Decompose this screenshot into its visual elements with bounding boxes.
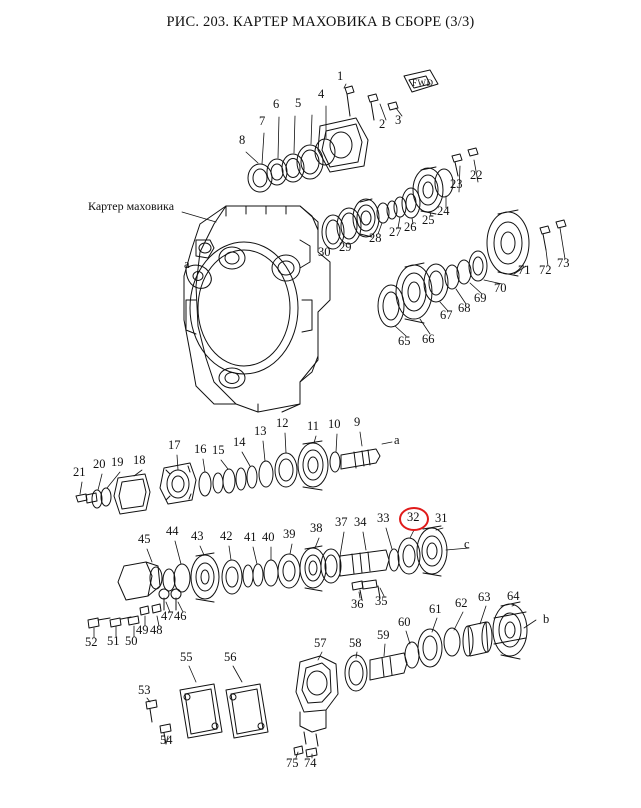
callout-59: 59 bbox=[377, 628, 390, 642]
callout-43: 43 bbox=[191, 529, 204, 543]
callout-19: 19 bbox=[111, 455, 124, 469]
callout-12: 12 bbox=[276, 416, 289, 430]
callout-73: 73 bbox=[557, 256, 570, 270]
callout-34: 34 bbox=[354, 515, 367, 529]
housing-caption: Картер маховика bbox=[88, 199, 175, 213]
callout-46: 46 bbox=[174, 609, 187, 623]
callout-63: 63 bbox=[478, 590, 491, 604]
page-title: РИС. 203. КАРТЕР МАХОВИКА В СБОРЕ (3/3) bbox=[166, 14, 475, 30]
callout-24: 24 bbox=[437, 204, 450, 218]
callout-44: 44 bbox=[166, 524, 179, 538]
callout-45: 45 bbox=[138, 532, 151, 546]
callout-67: 67 bbox=[440, 308, 453, 322]
section-mark-a-right: a bbox=[394, 433, 400, 447]
callout-47: 47 bbox=[161, 609, 174, 623]
callout-57: 57 bbox=[314, 636, 327, 650]
pump-shaft-assembly bbox=[294, 602, 527, 757]
callout-18: 18 bbox=[133, 453, 146, 467]
callout-61: 61 bbox=[429, 602, 442, 616]
callout-6: 6 bbox=[273, 97, 280, 111]
section-mark-b: b bbox=[543, 612, 550, 626]
callout-71: 71 bbox=[518, 263, 531, 277]
callout-4: 4 bbox=[318, 87, 325, 101]
callout-62: 62 bbox=[455, 596, 468, 610]
callout-51: 51 bbox=[107, 634, 120, 648]
callout-35: 35 bbox=[375, 594, 388, 608]
leader-lines bbox=[80, 84, 565, 758]
callout-30: 30 bbox=[318, 245, 331, 259]
callout-5: 5 bbox=[295, 96, 302, 110]
callout-56: 56 bbox=[224, 650, 237, 664]
callout-36: 36 bbox=[351, 597, 364, 611]
callout-26: 26 bbox=[404, 220, 417, 234]
callout-54: 54 bbox=[160, 733, 173, 747]
callout-32: 32 bbox=[407, 510, 420, 524]
callout-14: 14 bbox=[233, 435, 246, 449]
callout-7: 7 bbox=[259, 114, 266, 128]
callout-20: 20 bbox=[93, 457, 106, 471]
callout-66: 66 bbox=[422, 332, 435, 346]
callout-38: 38 bbox=[310, 521, 323, 535]
callout-10: 10 bbox=[328, 417, 341, 431]
callout-40: 40 bbox=[262, 530, 275, 544]
section-mark-c: c bbox=[464, 537, 470, 551]
callout-65: 65 bbox=[398, 334, 411, 348]
callout-9: 9 bbox=[354, 415, 361, 429]
callout-42: 42 bbox=[220, 529, 233, 543]
callout-8: 8 bbox=[239, 133, 246, 147]
callout-27: 27 bbox=[389, 225, 402, 239]
callout-15: 15 bbox=[212, 443, 225, 457]
callout-41: 41 bbox=[244, 530, 257, 544]
callout-3: 3 bbox=[395, 113, 402, 127]
flywheel-housing-body bbox=[184, 206, 330, 412]
callout-50: 50 bbox=[125, 634, 138, 648]
highlight-ring-32 bbox=[399, 507, 429, 531]
callout-75: 75 bbox=[286, 756, 299, 770]
top-cover-assembly bbox=[248, 70, 438, 192]
callout-58: 58 bbox=[349, 636, 362, 650]
idler-shaft-assembly bbox=[76, 438, 380, 514]
callout-33: 33 bbox=[377, 511, 390, 525]
callout-31: 31 bbox=[435, 511, 448, 525]
callout-25: 25 bbox=[422, 213, 435, 227]
callout-64: 64 bbox=[507, 589, 520, 603]
callout-13: 13 bbox=[254, 424, 267, 438]
callout-53: 53 bbox=[138, 683, 151, 697]
callout-17: 17 bbox=[168, 438, 181, 452]
callout-52: 52 bbox=[85, 635, 98, 649]
callout-11: 11 bbox=[307, 419, 320, 433]
callout-22: 22 bbox=[470, 168, 483, 182]
callout-60: 60 bbox=[398, 615, 411, 629]
callout-1: 1 bbox=[337, 69, 344, 83]
callout-48: 48 bbox=[150, 623, 163, 637]
callout-74: 74 bbox=[304, 756, 317, 770]
callout-49: 49 bbox=[136, 623, 149, 637]
callout-29: 29 bbox=[339, 240, 352, 254]
callout-21: 21 bbox=[73, 465, 86, 479]
fwd-marker-label: FWD bbox=[412, 78, 434, 88]
callout-69: 69 bbox=[474, 291, 487, 305]
callout-37: 37 bbox=[335, 515, 348, 529]
callout-39: 39 bbox=[283, 527, 296, 541]
callout-16: 16 bbox=[194, 442, 207, 456]
callout-72: 72 bbox=[539, 263, 552, 277]
callout-28: 28 bbox=[369, 231, 382, 245]
section-mark-a-left: a bbox=[184, 257, 190, 271]
callout-68: 68 bbox=[458, 301, 471, 315]
callout-70: 70 bbox=[494, 281, 507, 295]
callout-2: 2 bbox=[379, 117, 386, 131]
callout-55: 55 bbox=[180, 650, 193, 664]
callout-23: 23 bbox=[450, 177, 463, 191]
